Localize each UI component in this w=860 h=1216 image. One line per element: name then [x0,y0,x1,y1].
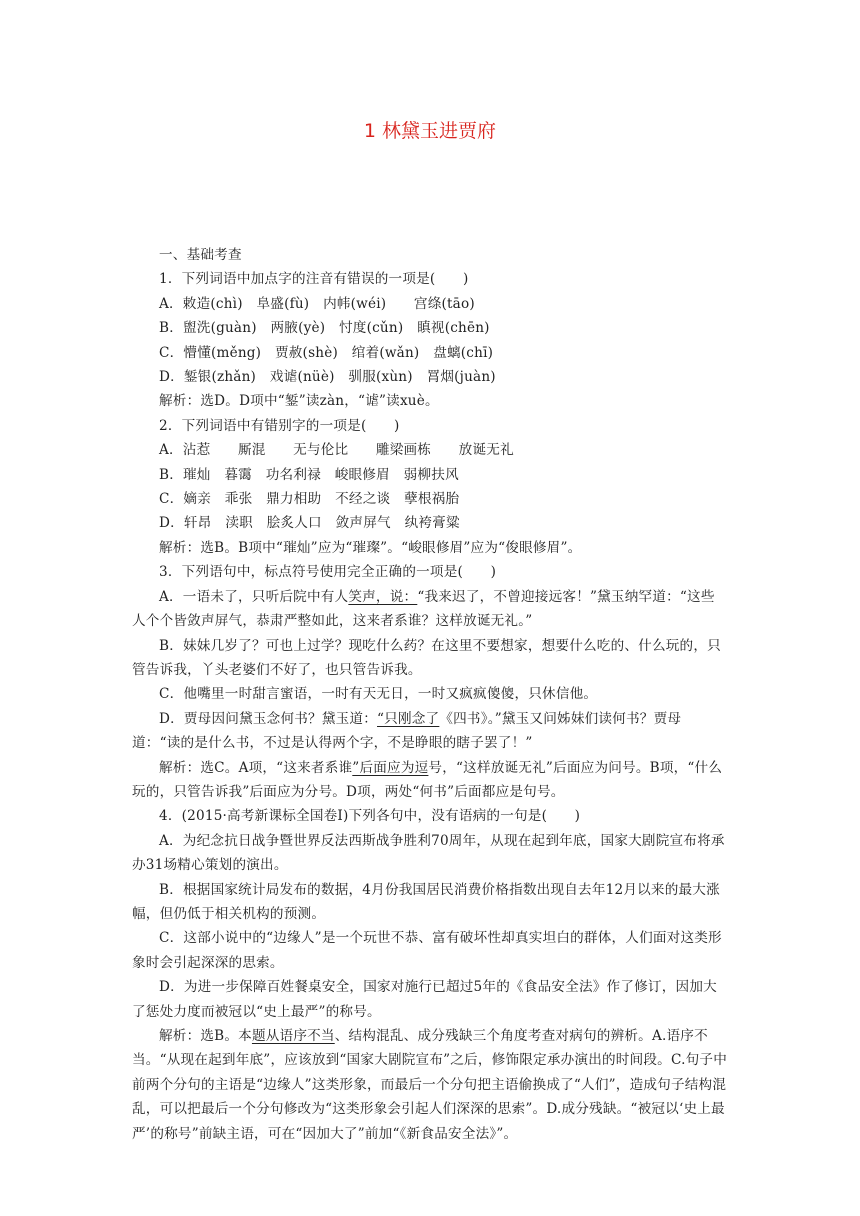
question-1-option-c: C．懵懂(měng) 贾赦(shè) 绾着(wǎn) 盘螭(chī) [159,344,494,361]
question-3-option-b: B．妹妹几岁了？可也上过学？现吃什么药？在这里不要想家，想要什么吃的、什么玩的，只管告诉我，丫头老婆们不好了，也只管告诉我。 [132,637,721,678]
page-title: 1 林黛玉进贾府 [363,120,497,142]
question-1-option-b: B．盥洗(guàn) 两腋(yè) 忖度(cǔn) 瞋视(chēn) [159,320,490,337]
answer-4-text-end: 、结构混乱、成分残缺三个角度考查对病句的辨析。A.语序不当。“从现在起到年底”，应该放到“国家大剧院宣布”之后，修饰限定承办演出的时间段。C.句子中前两个分句的主语是“边缘人”这类形象，而最后一个分句把主语偷换成了“人们”，造成句子结构混乱，可以把最后一个分句修改为“这类形象会引起人们深深的思索”。D.成分残缺。“被冠以‘史上最严’的称号”前缺主语，可在“因加大了”前加“《新食品安全法》”。 [132,1028,727,1142]
question-3-option-a [132,585,727,634]
question-2-stem: 2．下列词语中有错别字的一项是( ) [159,417,400,434]
answer-4-underlined-text: 题从语序不当 [251,1028,335,1044]
question-2-option-d: D．轩昂 渎职 脍炙人口 敛声屏气 纨袴膏粱 [159,515,460,532]
question-3-stem: 3．下列语句中，标点符号使用完全正确的一项是( ) [159,564,497,581]
question-3-option-d [132,707,727,756]
option-a-text-end: “我来迟了，不曾迎接远客！”黛玉纳罕道：“这些人个个皆敛声屏气，恭肃严整如此，这来者系谁？这样放诞无礼。” [132,588,715,630]
question-2-option-b: B．璀灿 暮霭 功名利禄 峻眼修眉 弱柳扶风 [159,466,459,483]
option-d-text-start: D．贾母因问黛玉念何书？黛玉道： [159,710,378,727]
document-body [132,243,727,1146]
question-2-option-c: C．嫡亲 乖张 鼎力相助 不经之谈 孽根祸胎 [159,491,460,508]
answer-3-underlined-text: ”后面应为逗 [352,759,429,776]
question-4-option-b: B．根据国家统计局发布的数据，4月份我国居民消费价格指数出现自去年12月以来的最大涨幅，但仍低于相关机构的预测。 [132,881,720,922]
option-a-text-start: A．一语未了，只听后院中有人 [159,588,349,605]
question-4-stem: 4．(2015·高考新课标全国卷Ⅰ)下列各句中，没有语病的一句是( ) [159,808,581,825]
question-2-answer: 解析：选B。B项中“璀灿”应为“璀璨”。“峻眼修眉”应为“俊眼修眉”。 [159,539,582,556]
answer-3-text-end: 号，“这样放诞无礼”后面应为问号。B项，“什么玩的，只管告诉我”后面应为分号。D项，两处“何书”后面都应是句号。 [132,759,723,800]
question-4-option-d: D．为进一步保障百姓餐桌安全，国家对施行已超过5年的《食品安全法》作了修订，因加大了惩处力度而被冠以“史上最严”的称号。 [132,979,717,1020]
option-a-underlined-text: 笑声，说： [348,588,418,605]
option-d-text-end: 《四书》。”黛玉又问姊妹们读何书？贾母道：“读的是什么书，不过是认得两个字，不是睁眼的瞎子罢了！” [132,710,682,752]
question-1-option-a: A．敕造(chì) 阜盛(fù) 内帏(wéi) 宫绦(tāo) [159,295,475,312]
answer-4-text-start: 解析：选B。本 [159,1028,252,1044]
question-4-answer [132,1024,727,1146]
question-4-option-a: A．为纪念抗日战争暨世界反法西斯战争胜利70周年，从现在起到年底，国家大剧院宣布将承办31场精心策划的演出。 [132,832,725,874]
section-heading: 一、基础考查 [159,247,242,263]
question-1-answer: 解析：选D。D项中“錾”读zàn，“谑”读xuè。 [159,393,439,410]
question-3-option-c: C．他嘴里一时甜言蜜语，一时有天无日，一时又疯疯傻傻，只休信他。 [159,686,598,703]
question-1-stem: 1．下列词语中加点字的注音有错误的一项是( ) [159,271,469,288]
question-2-option-a: A．沾惹 厮混 无与伦比 雕梁画栋 放诞无礼 [159,442,514,459]
question-3-answer [132,756,727,805]
question-4-option-c: C．这部小说中的“边缘人”是一个玩世不恭、富有破坏性却真实坦白的群体，人们面对这类形象时会引起深深的思索。 [132,930,722,971]
question-1-option-d: D．錾银(zhǎn) 戏谑(nüè) 驯服(xùn) 罥烟(juàn) [159,369,496,386]
answer-3-text-start: 解析：选C。A项，“这来者系谁 [159,759,353,776]
option-d-underlined-text: “只刚念了 [377,710,440,727]
